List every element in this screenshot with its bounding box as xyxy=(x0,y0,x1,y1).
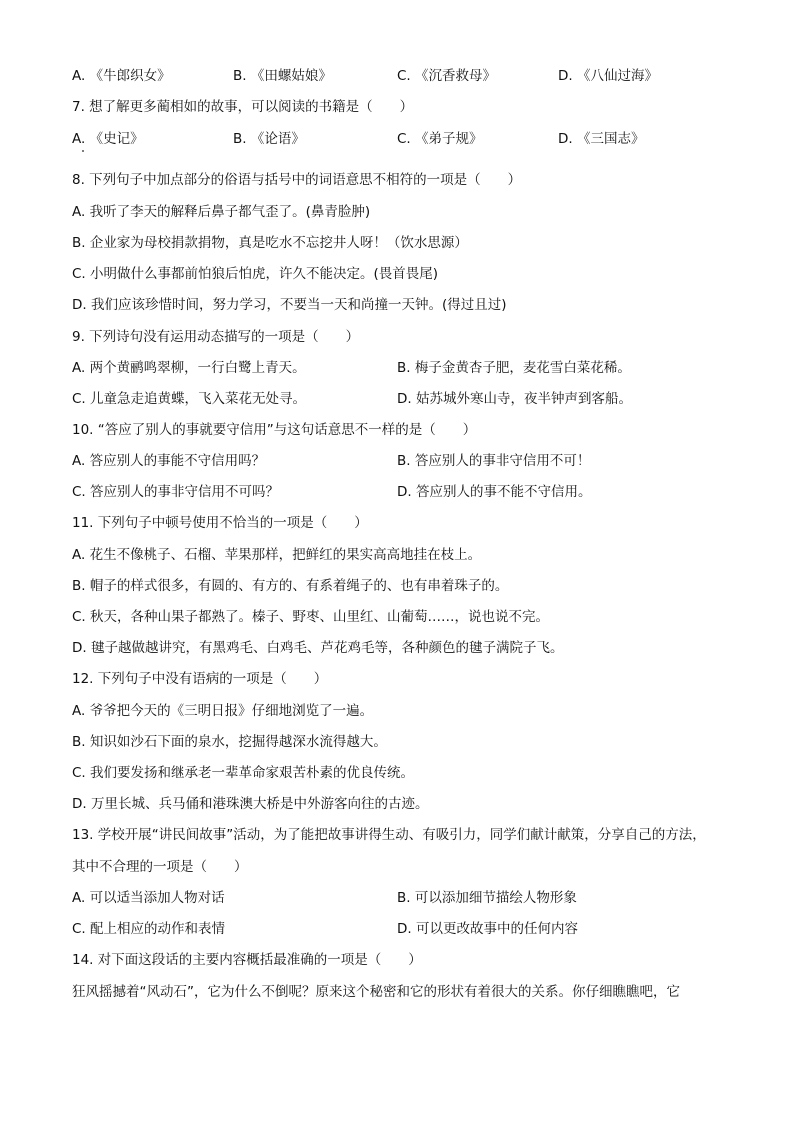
q12-option-d[interactable]: D. 万里长城、兵马俑和港珠澳大桥是中外游客向往的古迹。 xyxy=(72,796,429,812)
q9-options-row1 xyxy=(72,359,754,377)
q6-option-b[interactable]: B. 《田螺姑娘》 xyxy=(233,68,332,84)
q7-option-c[interactable]: C. 《弟子规》 xyxy=(397,131,483,147)
q11-stem: 11. 下列句子中顿号使用不恰当的一项是（ ） xyxy=(72,515,368,531)
q11-option-a[interactable]: A. 花生不像桃子、石榴、苹果那样，把鲜红的果实高高地挂在枝上。 xyxy=(72,547,482,563)
q11-option-d[interactable]: D. 毽子越做越讲究，有黑鸡毛、白鸡毛、芦花鸡毛等，各种颜色的毽子满院子飞。 xyxy=(72,640,564,656)
q8-option-d[interactable]: D. 我们应该珍惜时间，努力学习，不要当一天和尚撞一天钟。(得过且过) xyxy=(72,297,507,313)
q10-option-b[interactable]: B. 答应别人的事非守信用不可！ xyxy=(397,453,591,469)
q11-option-b[interactable]: B. 帽子的样式很多，有圆的、有方的、有系着绳子的、也有串着珠子的。 xyxy=(72,578,509,594)
q13-stem-line1: 13. 学校开展“讲民间故事”活动，为了能把故事讲得生动、有吸引力，同学们献计献策，分享自己的方法， xyxy=(72,827,706,843)
q12-stem: 12. 下列句子中没有语病的一项是（ ） xyxy=(72,671,328,687)
q8-option-a[interactable]: A. 我听了李天的解释后鼻子都气歪了。(鼻青脸肿) xyxy=(72,204,371,220)
q13-option-c[interactable]: C. 配上相应的动作和表情 xyxy=(72,921,226,937)
q6-option-c[interactable]: C. 《沉香救母》 xyxy=(397,68,497,84)
q7-options xyxy=(72,130,754,148)
q13-options-row2 xyxy=(72,920,754,938)
q10-options-row2 xyxy=(72,483,754,501)
q12-option-a[interactable]: A. 爷爷把今天的《三明日报》仔细地浏览了一遍。 xyxy=(72,703,374,719)
q12-option-c[interactable]: C. 我们要发扬和继承老一辈革命家艰苦朴素的优良传统。 xyxy=(72,765,415,781)
q10-stem: 10. “答应了别人的事就要守信用”与这句话意思不一样的是（ ） xyxy=(72,422,477,438)
q7-option-a[interactable]: A. 《史记》 xyxy=(72,131,144,147)
q13-option-a[interactable]: A. 可以适当添加人物对话 xyxy=(72,890,225,906)
q9-option-a[interactable]: A. 两个黄鹂鸣翠柳，一行白鹭上青天。 xyxy=(72,360,306,376)
q13-option-d[interactable]: D. 可以更改故事中的任何内容 xyxy=(397,921,578,937)
q13-stem-line2: 其中不合理的一项是（ ） xyxy=(72,859,248,875)
q8-stem: 8. 下列句子中加点部分的俗语与括号中的词语意思不相符的一项是（ ） xyxy=(72,172,522,188)
q9-option-c[interactable]: C. 儿童急走追黄蝶，飞入菜花无处寻。 xyxy=(72,391,307,407)
q10-options-row1 xyxy=(72,452,754,470)
q10-option-a[interactable]: A. 答应别人的事能不守信用吗？ xyxy=(72,453,266,469)
q9-option-d[interactable]: D. 姑苏城外寒山寺，夜半钟声到客船。 xyxy=(397,391,632,407)
q7-option-d[interactable]: D. 《三国志》 xyxy=(558,131,645,147)
q6-options xyxy=(72,67,754,85)
q13-options-row1 xyxy=(72,889,754,907)
q14-stem: 14. 对下面这段话的主要内容概括最准确的一项是（ ） xyxy=(72,952,422,968)
q7-option-b[interactable]: B. 《论语》 xyxy=(233,131,305,147)
q7-stem: 7. 想了解更多蔺相如的故事，可以阅读的书籍是（ ） xyxy=(72,99,414,115)
q6-option-a[interactable]: A. 《牛郎织女》 xyxy=(72,68,171,84)
q6-option-d[interactable]: D. 《八仙过海》 xyxy=(558,68,658,84)
q8-option-c[interactable]: C. 小明做什么事都前怕狼后怕虎，许久不能决定。(畏首畏尾) xyxy=(72,266,439,282)
q10-option-d[interactable]: D. 答应别人的事不能不守信用。 xyxy=(397,484,592,500)
q14-passage: 狂风摇撼着“风动石”，它为什么不倒呢？原来这个秘密和它的形状有着很大的关系。你仔细瞧瞧吧，它 xyxy=(72,984,680,1000)
q12-option-b[interactable]: B. 知识如沙石下面的泉水，挖掘得越深水流得越大。 xyxy=(72,734,387,750)
q9-option-b[interactable]: B. 梅子金黄杏子肥，麦花雪白菜花稀。 xyxy=(397,360,631,376)
q8-option-b[interactable]: B. 企业家为母校捐款捐物，真是吃水不忘挖井人呀！（饮水思源） xyxy=(72,235,468,251)
q9-stem: 9. 下列诗句没有运用动态描写的一项是（ ） xyxy=(72,329,360,345)
q9-options-row2 xyxy=(72,390,754,408)
q13-option-b[interactable]: B. 可以添加细节描绘人物形象 xyxy=(397,890,577,906)
q11-option-c[interactable]: C. 秋天，各种山果子都熟了。榛子、野枣、山里红、山葡萄……，说也说不完。 xyxy=(72,609,550,625)
stray-mark xyxy=(82,150,84,152)
q10-option-c[interactable]: C. 答应别人的事非守信用不可吗？ xyxy=(72,484,280,500)
